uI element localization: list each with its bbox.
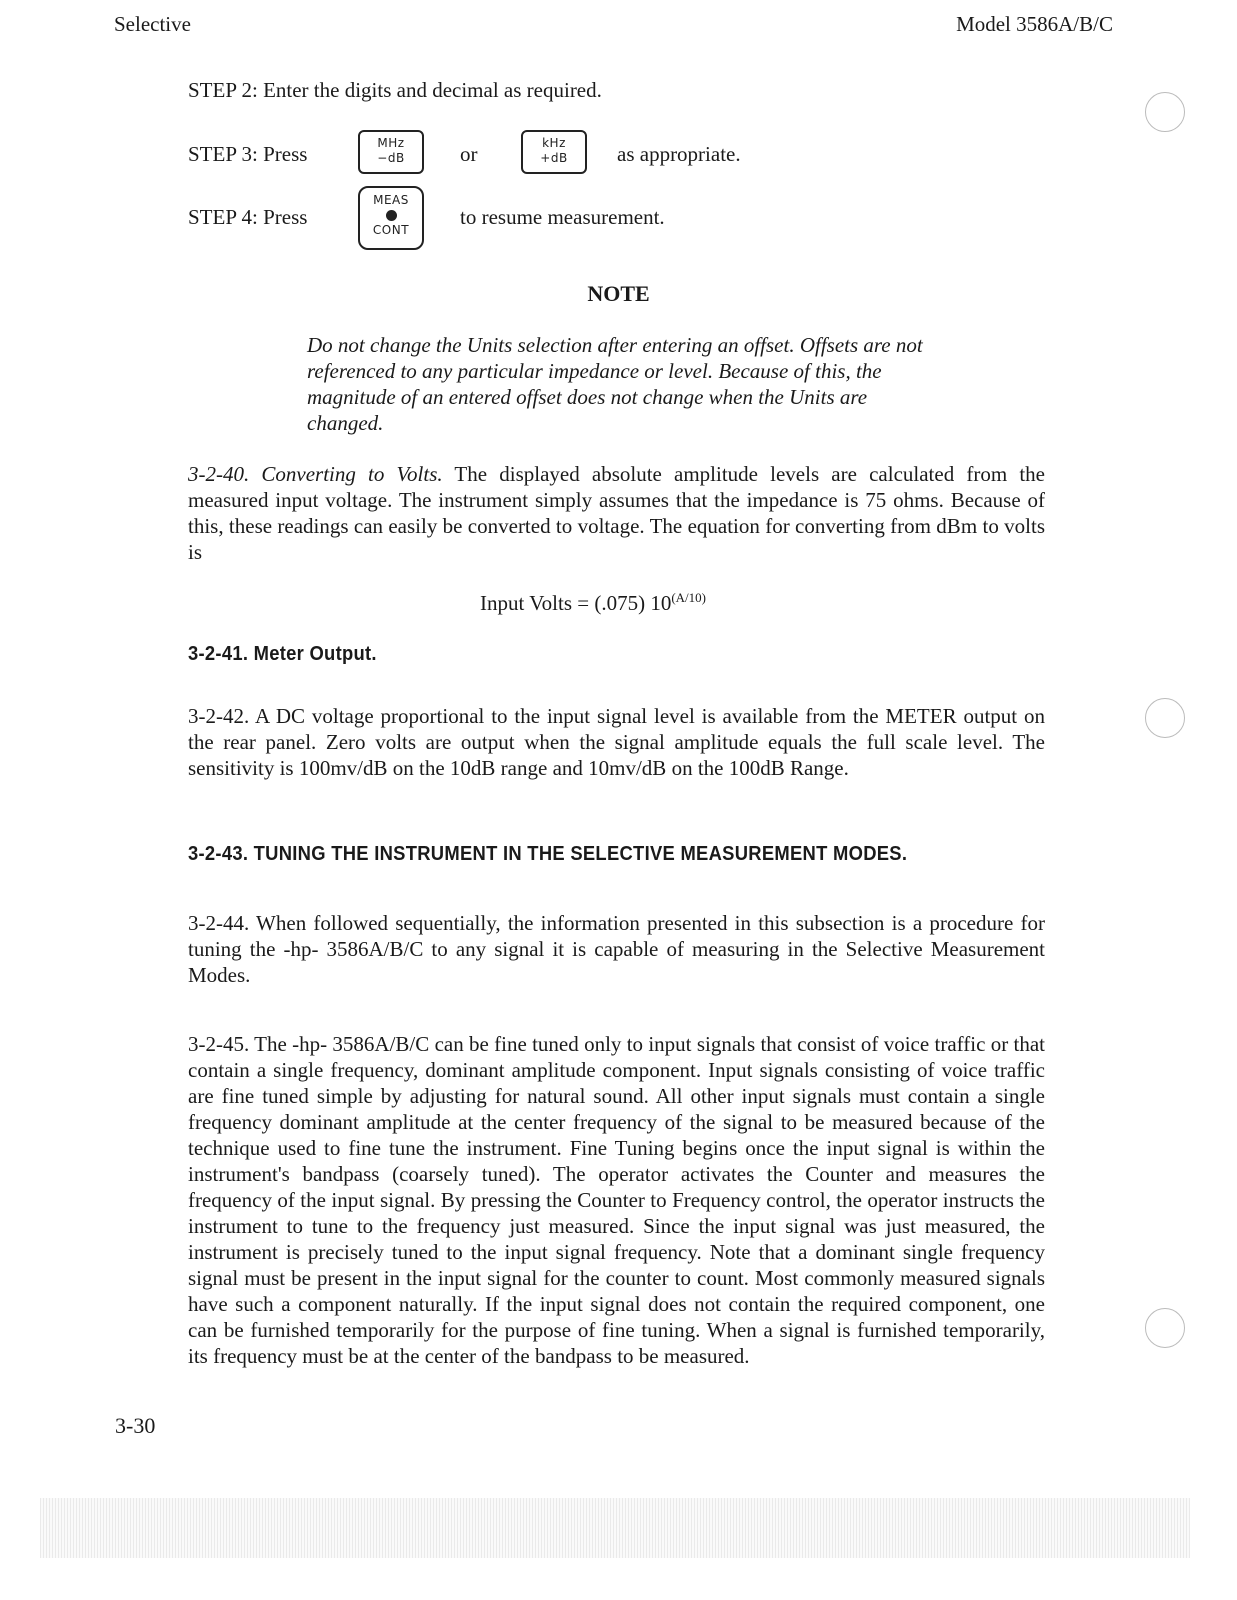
equation-exponent: (A/10) (671, 590, 706, 605)
scan-noise-strip (40, 1498, 1190, 1558)
equation-main: Input Volts = (.075) 10 (480, 591, 672, 615)
step-3-label: STEP 3: Press (188, 142, 308, 166)
note-title: NOTE (587, 281, 650, 306)
step-label: STEP 2: (188, 78, 258, 102)
paragraph-3-2-45: 3-2-45. The -hp- 3586A/B/C can be fine tuned only to input signals that consist of voice traffic or that contain a single frequency, dominant amplitude component. Input signals consisting of voice traffic are fine tuned simple by adjusting for natural sound. All other input signals must contain a single frequency dominant amplitude at the center frequency of the signal to be measured because of the technique used to fine tune the instrument. Fine Tuning begins once the input signal is within the instrument's bandpass (coarsely tuned). The operator activates the Counter and measures the frequency of the input signal. By pressing the Counter to Frequency control, the operator instructs the instrument to tune to the frequency just measured. Since the input signal was just measured, the instrument is precisely tuned to the input signal frequency. Note that a dominant single frequency signal must be present in the input signal for the counter to count. Most commonly measured signals have such a component naturally. If the input signal does not contain the required component, one can be furnished temporarily for the purpose of fine tuning. When a signal is furnished temporarily, its frequency must be at the center of the bandpass to be measured. (188, 1032, 1045, 1368)
khz-plus-db-key-icon (521, 130, 587, 174)
key-bottom-label: CONT (372, 223, 410, 237)
key-dot-icon (386, 210, 397, 221)
step-text: Enter the digits and decimal as required. (263, 78, 602, 102)
page-number: 3-30 (115, 1413, 156, 1438)
key-bottom-label: −dB (377, 151, 405, 165)
equation (480, 590, 706, 616)
paragraph-3-2-42: 3-2-42. A DC voltage proportional to the input signal level is available from the METER output on the rear panel. Zero volts are output when the signal amplitude equals the full scale level. The sensitivity is 100mv/dB on the 10dB range and 10mv/dB on the 100dB Range. (188, 704, 1045, 780)
paragraph-body: The displayed absolute amplitude levels are calculated from the measured input voltage. The instrument simply assumes that the impedance is 75 ohms. Because of this, these readings can easily be converted to voltage. The equation for converting from dBm to volts is (188, 462, 1045, 564)
key-top-label: kHz (542, 136, 566, 150)
note-text: Do not change the Units selection after entering an offset. Offsets are not referenced to any particular impedance or level. Because of this, the magnitude of an entered offset does not change when the Units are changed. (307, 333, 923, 435)
step-3-or: or (460, 142, 478, 166)
key-top-label: MEAS (373, 193, 409, 207)
key-bottom-label: +dB (540, 151, 568, 165)
step-3-after: as appropriate. (617, 142, 741, 166)
mhz-minus-db-key-icon (358, 130, 424, 174)
heading-meter-output: 3-2-41. Meter Output. (188, 643, 377, 665)
punch-hole (1145, 92, 1185, 132)
step-4-label: STEP 4: Press (188, 205, 308, 229)
paragraph-lead: 3-2-40. Converting to Volts. (188, 462, 443, 486)
punch-hole (1145, 698, 1185, 738)
step-2 (188, 78, 602, 103)
running-header-right: Model 3586A/B/C (956, 12, 1113, 36)
punch-hole (1145, 1308, 1185, 1348)
running-header-left: Selective (114, 12, 191, 36)
key-top-label: MHz (377, 136, 405, 150)
meas-cont-key-icon (358, 186, 424, 250)
paragraph-3-2-40 (188, 461, 1045, 565)
paragraph-3-2-44: 3-2-44. When followed sequentially, the information presented in this subsection is a procedure for tuning the -hp- 3586A/B/C to any signal it is capable of measuring in the Selective Measurement Modes. (188, 911, 1045, 987)
heading-tuning-instrument: 3-2-43. TUNING THE INSTRUMENT IN THE SELECTIVE MEASUREMENT MODES. (188, 843, 908, 865)
step-4-after: to resume measurement. (460, 205, 665, 229)
